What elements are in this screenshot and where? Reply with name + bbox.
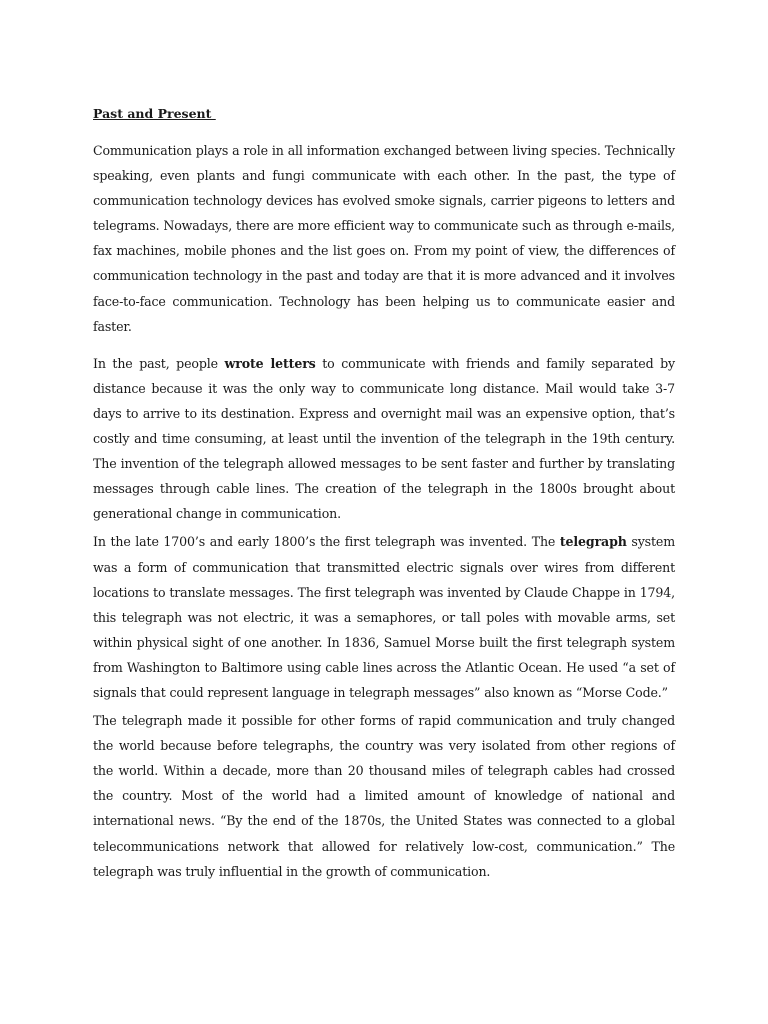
- paragraph-text: The telegraph made it possible for other forms of rapid communication and truly changed the world because before telegraphs, the country was very isolated from other regions of the world. Within a decade, more than 20 thousand miles of telegraph cables had crossed the country. Most of the world had a limited amount of knowledge of national and international news. “By the end of the 1870s, the United States was connected to a global telecommunications network that allowed for relatively low-cost, communication.” The telegraph was truly influential in the growth of communication.: [93, 713, 675, 879]
- paragraph-text: In the past, people: [93, 355, 225, 371]
- paragraph-intro: [93, 138, 675, 339]
- document-page: [93, 104, 675, 884]
- paragraph-text: to communicate with friends and family separated by distance because it was the only way to communicate long distance. Mail would take 3-7 days to arrive to its destination. Express and overnight mail was an expensive option, that’s costly and time consuming, at least until the invention of the telegraph in the 19th century. The invention of the telegraph allowed messages to be sent faster and further by translating messages through cable lines. The creation of the telegraph in the 1800s brought about generational change in communication.: [93, 355, 676, 522]
- document-title: Past and Present: [93, 106, 216, 121]
- bold-term-telegraph: telegraph: [559, 534, 627, 550]
- bold-term-wrote-letters: wrote letters: [224, 355, 316, 371]
- paragraph-letters: [93, 351, 675, 527]
- paragraph-telegraph-history: [93, 529, 675, 705]
- paragraph-text: In the late 1700’s and early 1800’s the first telegraph was invented. The: [93, 534, 560, 550]
- paragraph-text: Communication plays a role in all information exchanged between living species. Technically speaking, even plants and fungi communicate with each other. In the past, the type of communication technology devices has evolved smoke signals, carrier pigeons to letters and telegrams. Nowadays, there are more efficient way to communicate such as through e-mails, fax machines, mobile phones and the list goes on. From my point of view, the differences of communication technology in the past and today are that it is more advanced and it involves face-to-face communication. Technology has been helping us to communicate easier and faster.: [93, 143, 675, 334]
- paragraph-telegraph-impact: [93, 708, 675, 884]
- paragraph-text: system was a form of communication that transmitted electric signals over wires from different locations to translate messages. The first telegraph was invented by Claude Chappe in 1794, this telegraph was not electric, it was a semaphores, or tall poles with movable arms, set within physical sight of one another. In 1836, Samuel Morse built the first telegraph system from Washington to Baltimore using cable lines across the Atlantic Ocean. He used “a set of signals that could represent language in telegraph messages” also known as “Morse Code.”: [93, 534, 676, 700]
